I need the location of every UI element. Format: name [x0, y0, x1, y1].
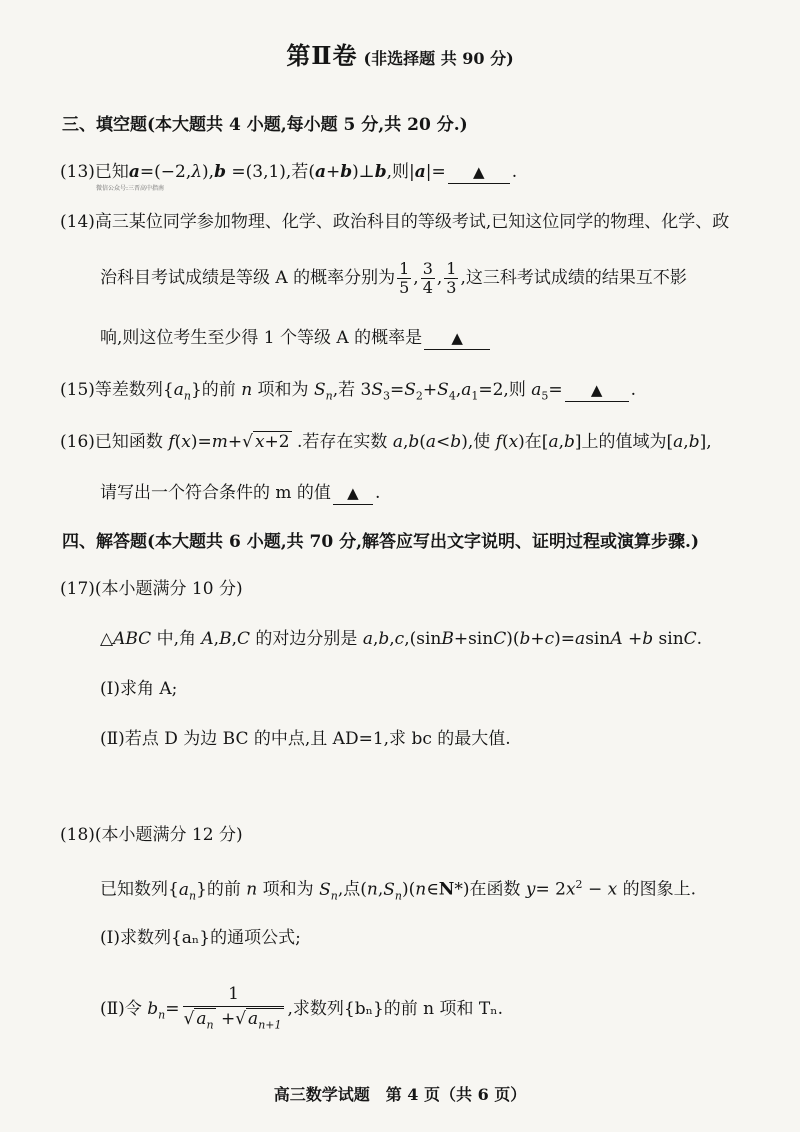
q17-statement: △ABC 中,角 A,B,C 的对边分别是 a,b,c,(sinB+sinC)(b+c)=asinA +b sinC. [100, 629, 703, 649]
title-main: 第Ⅱ卷 [286, 41, 358, 70]
q16-prefix: (16)已知函数 [60, 432, 163, 452]
paper-title [0, 41, 800, 71]
q14-blank-marker: ▲ [451, 329, 463, 347]
q17-header: (17)(本小题满分 10 分) [60, 579, 243, 599]
section-3-heading: 三、填空题(本大题共 4 小题,每小题 5 分,共 20 分.) [62, 115, 468, 135]
q14-line-3: 响,则这位考生至少得 1 个等级 A 的概率是 ▲ [100, 326, 492, 350]
bn-fraction: $\frac{1}{√ a_n +√ a_{n+1}}$ [183, 984, 282, 1032]
q16-blank-marker: ▲ [347, 484, 359, 502]
q16-line-1: (16)已知函数 f(x)=m+√ x+2 .若存在实数 a,b(a<b),使 f(x)在[a,b]上的值域为[a,b], [60, 432, 712, 452]
q17-part-1: (Ⅰ)求角 A; [100, 679, 178, 699]
q15-blank-marker: ▲ [590, 381, 603, 399]
q14-line-1: (14)高三某位同学参加物理、化学、政治科目的等级考试,已知这位同学的物理、化学、政 [60, 212, 730, 232]
q18-statement: 已知数列$\{a_n\}$的前 n 项和为 $S_n$,点$(n,S_n)(n\in N*)$在函数 $y= 2x^2 - x$ 的图象上. [100, 878, 697, 903]
q13-small-note: 微信公众号:三晋高中指南 [96, 185, 165, 192]
fraction-1: $\frac{1}{5}$ [399, 259, 410, 297]
title-sub: (非选择题 共 90 分) [363, 49, 514, 68]
q17-part-2: (Ⅱ)若点 D 为边 BC 的中点,且 AD=1,求 bc 的最大值. [100, 729, 511, 749]
q15-prefix: (15)等差数列 [60, 380, 163, 400]
fraction-2: $\frac{3}{4}$ [422, 259, 433, 297]
q16-line-2: 请写出一个符合条件的 m 的值 ▲ . [100, 483, 381, 503]
page-footer: 高三数学试题 第 4 页（共 6 页） [273, 1085, 527, 1104]
q18-part-1: (Ⅰ)求数列{aₙ}的通项公式; [100, 928, 301, 948]
section-4-heading: 四、解答题(本大题共 6 小题,共 70 分,解答应写出文字说明、证明过程或演算步骤.) [62, 532, 700, 552]
q14-line-2-prefix: 治科目考试成绩是等级 A 的概率分别为 [100, 268, 396, 288]
q14-line-2-suffix: ,这三科考试成绩的结果互不影 [460, 268, 687, 288]
q13-blank-marker: ▲ [473, 163, 485, 181]
q13-prefix: (13)已知 [60, 162, 129, 182]
q18-header: (18)(本小题满分 12 分) [60, 825, 243, 845]
question-15: (15)等差数列$\{a_n\}$的前 n 项和为 $S_n$,若 $3S_3=S_2+S_4,a_1=2$,则 $a_5=$ ▲ . [60, 380, 637, 403]
q18-part-2: (Ⅱ)令 $b_n=$ $\frac{1}{√ a_n +√ a_{n+1}}$ ,求数列{bₙ}的前 n 项和 Tₙ. [100, 982, 503, 1041]
q14-line-2: 治科目考试成绩是等级 A 的概率分别为 $\frac{1}{5}$ , $\frac{3}{4}$ , $\frac{1}{3}$ ,这三科考试成绩的结果互不影 [100, 259, 687, 297]
fraction-3: $\frac{1}{3}$ [446, 259, 457, 297]
question-13: (13)已知a=(−2,λ),b =(3,1),若(a+b)⊥b,则|a|= ▲ . [60, 162, 518, 182]
